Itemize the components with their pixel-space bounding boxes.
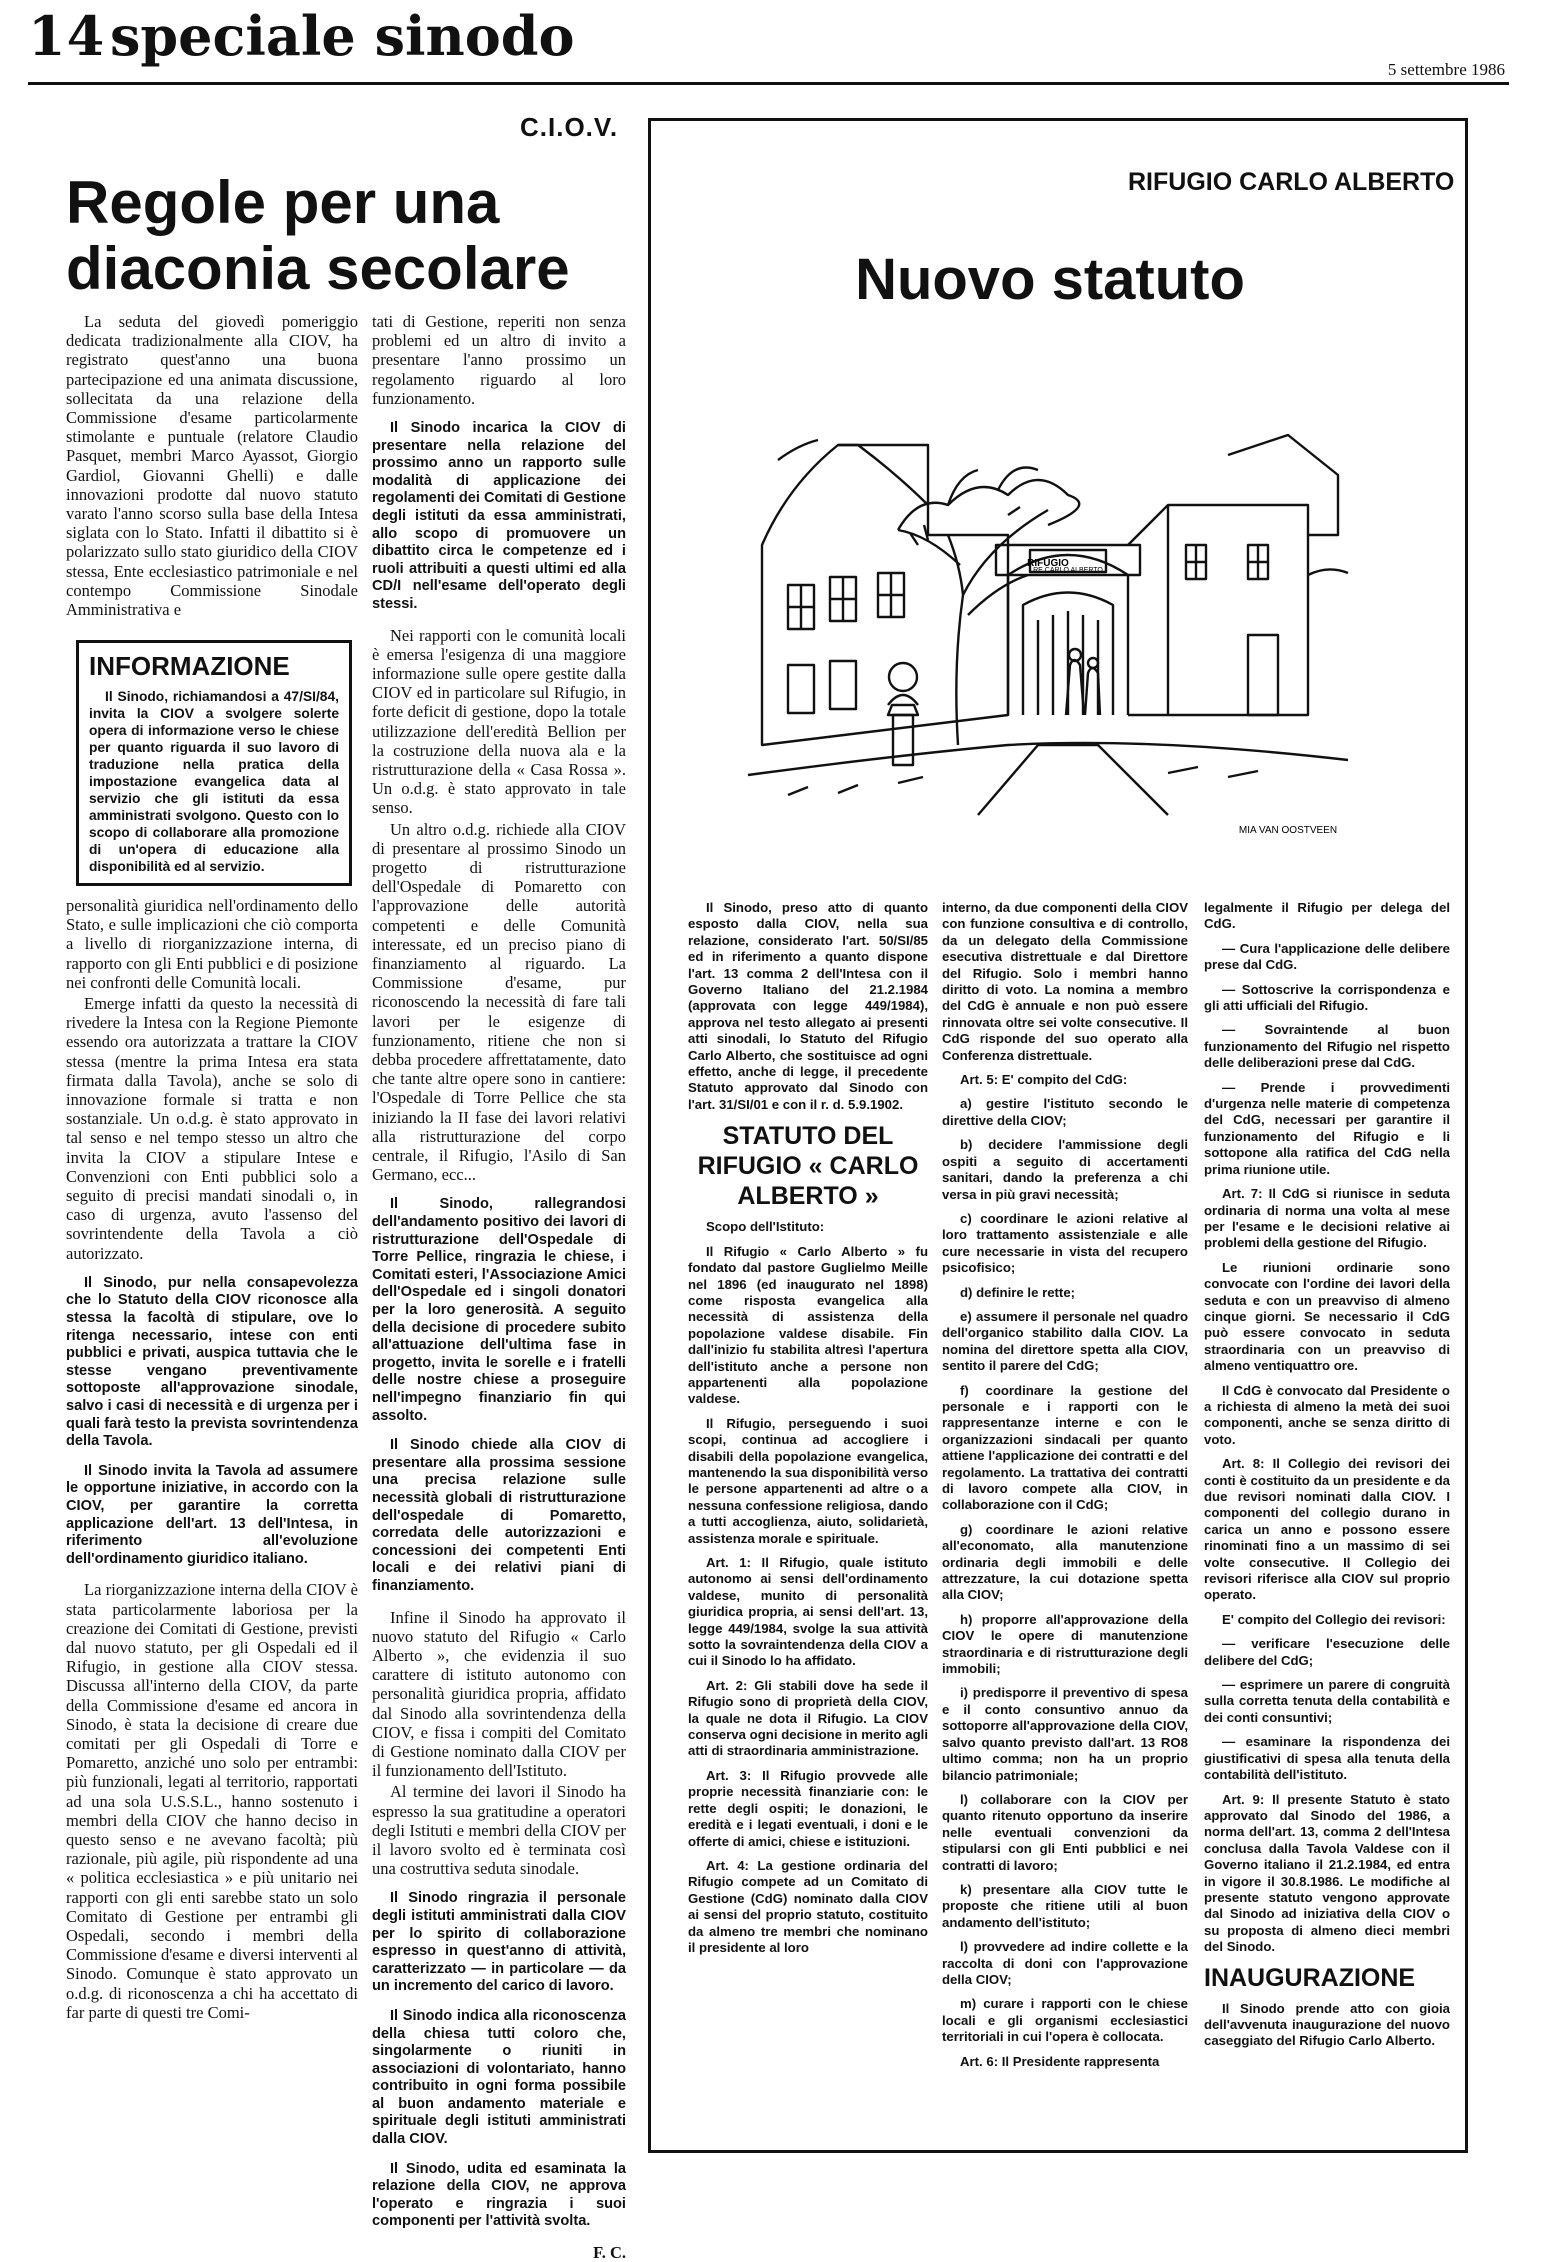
left-column-2 bbox=[372, 312, 626, 2262]
synod-resolution: Il Sinodo, pur nella consapevolezza che lo Statuto della CIOV riconosce alla stessa la facoltà di stipulare, ove lo ritenga necessario, intese con enti pubblici e privati, auspica tuttavia che le stesse vengano preventivamente sottoposte all'approvazione sinodale, salvo i casi di necessità e di urgenza per i quali farà testo la prevista sovrintendenza della Tavola. bbox=[66, 1274, 358, 1450]
left-headline: Regole per una diaconia secolare bbox=[66, 169, 570, 302]
article-paragraph: Infine il Sinodo ha approvato il nuovo statuto del Rifugio « Carlo Alberto », che evidenzia il suo carattere di istituto autonomo con personalità giuridica propria, affidato dal Sinodo alla sovrintendenza della CIOV, e fissa i compiti del Comitato di Gestione nominato dalla CIOV per il funzionamento dell'Istituto. bbox=[372, 1607, 626, 1781]
statute-paragraph: E' compito del Collegio dei revisori: bbox=[1222, 1611, 1446, 1627]
right-column-2 bbox=[942, 900, 1188, 2150]
right-section-label: RIFUGIO CARLO ALBERTO bbox=[1128, 168, 1455, 196]
statute-paragraph: Scopo dell'Istituto: bbox=[706, 1219, 825, 1235]
statute-paragraph: i) predisporre il preventivo di spesa e il conto consuntivo annuo da sottoporre all'approvazione della CIOV, salvo quanto previsto dall'art. 13 RO8 ultimo comma; non ha un proprio bilancio patrimoniale; bbox=[942, 1685, 1188, 1783]
statuto-heading: STATUTO DEL RIFUGIO « CARLO ALBERTO » bbox=[697, 1122, 919, 1211]
article-paragraph: La seduta del giovedì pomeriggio dedicata tradizionalmente alla CIOV, ha registrato quest'anno una buona partecipazione ed una animata discussione, sollecitata da una relazione della Commissione d'esame particolarmente stimolante e puntuale (relatore Claudio Pasquet, membri Marco Ayassot, Giorgio Gardiol, Giovanni Ghelli) e dalle innovazioni prodotte dal nuovo statuto varato l'anno scorso sulla base della Intesa siglata con lo Stato. Infatti il dibattito si è polarizzato sullo stato giuridico della CIOV stessa, Ente ecclesiastico patrimoniale e nel contempo Commissione Sinodale Amministrativa e bbox=[66, 312, 358, 620]
synod-resolution: Il Sinodo indica alla riconoscenza della chiesa tutti coloro che, singolarmente o riuniti in associazioni di volontariato, hanno contribuito in ogni forma possibile al buon andamento materiale e spirituale degli istituti amministrati dalla CIOV. bbox=[372, 2007, 626, 2148]
statute-paragraph: Il Sinodo, preso atto di quanto esposto dalla CIOV, nella sua relazione, considerato l'art. 50/SI/85 ed in riferimento a quanto dispone l'art. 13 comma 2 dell'Intesa con il Governo Italiano del 21.2.1984 (approvata con legge 449/1984), approva nel testo allegato ai presenti atti sinodali, lo Statuto del Rifugio Carlo Alberto, che sostituisce ad ogni effetto, anche di legge, il precedente Statuto approvato dal Sinodo con l'art. 31/SI/01 e con il r. d. 5.9.1902. bbox=[688, 900, 928, 1112]
article-paragraph: La riorganizzazione interna della CIOV è stata particolarmente laboriosa per la creazione dei Comitati di Gestione, previsti dal nuovo statuto, per gli Ospedali ed il Rifugio, in gestione alla CIOV stessa. Discussa all'interno della CIOV, da parte della Commissione d'esame ed ancora in Sinodo, è stata la decisione di creare due comitati per gli Ospedali di Torre e Pomaretto, anziché uno solo per entrambi: più funzionali, legati al territorio, rapportati ad una sola U.S.S.L., hanno sostenuto i membri della CIOV che hanno deciso in questo senso e ne avevano facoltà; più razionale, più agile, più rispondente ad una « politica ecclesiastica » e più unitario nei rapporti con gli enti sarebbe stato un solo Comitato di Gestione per entrambi gli Ospedali, secondo i membri della Commissione d'esame e diversi interventi al Sinodo. Comunque è stato approvato un o.d.g. di riconoscenza a chi ha accettato di far parte di questi tre Comi- bbox=[66, 1580, 358, 2022]
statute-paragraph: m) curare i rapporti con le chiese locali e gli organismi ecclesiastici territoriali in cui l'opera è collocata. bbox=[942, 1996, 1188, 2045]
statute-paragraph: Le riunioni ordinarie sono convocate con l'ordine dei lavori della seduta e con un preavviso di almeno cinque giorni. Se necessario il CdG può essere convocato in seduta straordinaria con un preavviso di almeno ventiquattro ore. bbox=[1204, 1259, 1450, 1374]
inaugurazione-heading: INAUGURAZIONE bbox=[1204, 1963, 1416, 1992]
left-column-1-top bbox=[66, 312, 358, 634]
statute-paragraph: Il Sinodo prende atto con gioia dell'avvenuta inaugurazione del nuovo caseggiato del Rifugio Carlo Alberto. bbox=[1204, 2000, 1450, 2049]
statute-paragraph: Art. 1: Il Rifugio, quale istituto autonomo ai sensi dell'ordinamento valdese, munito di personalità giuridica propria, ai sensi dell'art. 13, legge 449/1984, svolge la sua attività sotto la sovraintendenza della CIOV a cui il Sinodo lo ha affidato. bbox=[688, 1555, 928, 1669]
illustration-sign-line-2: RE CARLO ALBERTO bbox=[1033, 567, 1103, 574]
statute-paragraph: g) coordinare le azioni relative all'economato, alla manutenzione ordinaria degli immobili e delle attrezzature, la cui dotazione spetta alla CIOV; bbox=[942, 1521, 1188, 1603]
right-column-3 bbox=[1204, 900, 1450, 2150]
statute-paragraph: Il Rifugio, perseguendo i suoi scopi, continua ad accogliere i disabili della popolazione evangelica, mantenendo la sua disponibilità verso le persone appartenenti ad altre o a nessuna confessione religiosa, dando a tutti accoglienza, aiuto, solidarietà, assistenza morale e spirituale. bbox=[688, 1415, 928, 1546]
statute-paragraph: h) proporre all'approvazione della CIOV le opere di manutenzione straordinaria e di ristrutturazione degli immobili; bbox=[942, 1611, 1188, 1677]
illustration-sign-line-1: RIFUGIO bbox=[1027, 558, 1069, 569]
statute-paragraph: — Sovraintende al buon funzionamento del Rifugio nel rispetto delle deliberazioni prese dal CdG. bbox=[1204, 1022, 1450, 1071]
statute-paragraph: f) coordinare la gestione del personale e i rapporti con le rappresentanze interne e con le organizzazioni sindacali per quanto attiene l'applicazione dei contratti e del regolamento. La trattativa dei contratti di lavoro compete alla CIOV, in collaborazione con il CdG; bbox=[942, 1382, 1188, 1513]
right-column-1 bbox=[688, 900, 928, 2150]
statute-paragraph: c) coordinare le azioni relative al loro trattamento assistenziale e alle cure necessarie in vista del recupero psicofisico; bbox=[942, 1210, 1188, 1276]
masthead-rule bbox=[28, 82, 1509, 85]
synod-resolution: Il Sinodo, rallegrandosi dell'andamento positivo dei lavori di ristrutturazione dell'Ospedale di Torre Pellice, ringrazia le chiese, i Comitati esteri, l'Associazione Amici dell'Ospedale ed i singoli donatori per la loro generosità. A seguito della decisione di procedere subito all'attuazione dell'ultima fase in progetto, invita le sorelle e i fratelli delle nostre chiese a proseguire nell'impegno finanziario fin qui assolto. bbox=[372, 1196, 626, 1424]
statute-paragraph: — Cura l'applicazione delle delibere prese dal CdG. bbox=[1204, 940, 1450, 973]
statute-paragraph: Art. 5: E' compito del CdG: bbox=[960, 1072, 1128, 1088]
page-section-title: speciale sinodo bbox=[110, 4, 575, 68]
statute-paragraph: — Prende i provvedimenti d'urgenza nelle materie di competenza del CdG, necessari per garantire il funzionamento del Rifugio e li sottopone alla ratifica del CdG nella prima riunione utile. bbox=[1204, 1079, 1450, 1177]
info-box-body: Il Sinodo, richiamandosi a 47/SI/84, invita la CIOV a svolgere solerte opera di informazione verso le chiese per quanto riguarda il suo lavoro di traduzione nella pratica della impostazione evangelica data al servizio che gli istituti da essa amministrati svolgono. Questo con lo scopo di collaborare alla promozione di un'opera di educazione alla disponibilità ed al servizio. bbox=[89, 689, 339, 874]
statute-paragraph: Art. 7: Il CdG si riunisce in seduta ordinaria di norma una volta al mese per l'esame e le decisioni relative ai problemi della gestione del Rifugio. bbox=[1204, 1186, 1450, 1251]
statute-paragraph: Art. 6: Il Presidente rappresenta bbox=[960, 2053, 1160, 2069]
right-headline: Nuovo statuto bbox=[855, 247, 1245, 312]
synod-resolution: Il Sinodo ringrazia il personale degli istituti amministrati dalla CIOV per lo spirito di collaborazione espresso in quest'anno di attività, caratterizzato — in particolare — da un incremento del carico di lavoro. bbox=[372, 1890, 626, 1995]
left-column-1-bottom bbox=[66, 896, 358, 2146]
page-number: 14 bbox=[28, 4, 106, 68]
statute-paragraph: Art. 3: Il Rifugio provvede alle proprie necessità finanziarie con: le rette degli ospiti; le donazioni, le eredità e i legati eventuali, i doni e le offerte di amici, chiese e istituzioni. bbox=[688, 1767, 928, 1849]
statute-paragraph: k) presentare alla CIOV tutte le proposte che ritiene utili al buon andamento dell'istituto; bbox=[942, 1881, 1188, 1930]
article-paragraph: Al termine dei lavori il Sinodo ha espresso la sua gratitudine a operatori degli Istituti e membri della CIOV per il lavoro svolto ed è terminata così una costruttiva seduta sinodale. bbox=[372, 1782, 626, 1879]
illustration-artist-signature: MIA VAN OOSTVEEN bbox=[1238, 825, 1338, 836]
statute-paragraph: a) gestire l'istituto secondo le direttive della CIOV; bbox=[942, 1096, 1188, 1128]
statute-paragraph: Il CdG è convocato dal Presidente o a richiesta di almeno la metà dei suoi componenti, anche se senza diritto di voto. bbox=[1204, 1382, 1450, 1447]
statute-paragraph: — esaminare la rispondenza dei giustificativi di spesa alla tenuta della contabilità dell'istituto. bbox=[1204, 1734, 1450, 1783]
statute-paragraph: — Sottoscrive la corrispondenza e gli atti ufficiali del Rifugio. bbox=[1204, 981, 1450, 1014]
statute-paragraph: interno, da due componenti della CIOV con funzione consultiva e di controllo, da un delegato della Commissione esecutiva distrettuale e dal Direttore del Rifugio. Solo i membri hanno diritto di voto. La nomina a membro del CdG è annuale e non può essere rinnovata oltre sei volte consecutive. Il CdG risponde del suo operato alla Conferenza distrettuale. bbox=[942, 900, 1188, 1063]
statute-paragraph: Art. 9: Il presente Statuto è stato approvato dal Sinodo del 1986, a norma dell'art. 13, comma 2 dell'Intesa conclusa dalla Tavola Valdese con il Governo italiano il 21.2.1984, ed entra in vigore il 30.8.1986. Le modifiche al presente statuto vengono approvate dal Sinodo ad iniziativa della CIOV o su proposta di almeno dieci membri del Sinodo. bbox=[1204, 1791, 1450, 1955]
rifugio-illustration bbox=[748, 415, 1348, 875]
statute-paragraph: Il Rifugio « Carlo Alberto » fu fondato dal pastore Guglielmo Meille nel 1896 (ed inaugurato nel 1898) come risposta evangelica alla necessità di assistenza della popolazione valdese disabile. Fin dall'inizio fu stabilita altresì l'apertura dell'istituto anche a persone non appartenenti alla popolazione valdese. bbox=[688, 1243, 928, 1407]
author-signature: F. C. bbox=[593, 2243, 626, 2262]
article-paragraph: Un altro o.d.g. richiede alla CIOV di presentare al prossimo Sinodo un progetto di ristrutturazione dell'Ospedale di Pomaretto con l'approvazione delle autorità competenti e delle Comunità interessate, ed un preciso piano di finanziamento al riguardo. La Commissione d'esame, pur riconoscendo la necessità di fare tali lavori per le esigenze di funzionamento, ritiene che non si debba procedere affrettatamente, dato che tante altre opere sono in cantiere: l'Ospedale di Torre Pellice che sta iniziando la II fase dei lavori relativi alla ristrutturazione del corpo centrale, il Rifugio, l'Asilo di San Germano, ecc... bbox=[372, 819, 626, 1185]
statute-paragraph: Art. 2: Gli stabili dove ha sede il Rifugio sono di proprietà della CIOV, la quale ne dota il Rifugio. La CIOV conserva ogni decisione in merito agli atti di straordinaria amministrazione. bbox=[688, 1677, 928, 1759]
statute-paragraph: legalmente il Rifugio per delega del CdG. bbox=[1204, 900, 1450, 932]
statute-paragraph: d) definire le rette; bbox=[960, 1284, 1076, 1300]
article-paragraph: personalità giuridica nell'ordinamento dello Stato, e sulle implicazioni che ciò comporta a livello di riorganizzazione interna, di rapporto con gli Enti pubblici e di posizione nei confronti delle Comunità locali. bbox=[66, 896, 358, 992]
statute-paragraph: Art. 8: Il Collegio dei revisori dei conti è costituito da un presidente e da due revisori nominati dalla CIOV. I componenti del collegio durano in carica un anno e possono essere rinominati fino a un massimo di sei volte consecutive. Il Collegio dei revisori riferisce alla CIOV sul proprio operato. bbox=[1204, 1456, 1450, 1603]
info-box bbox=[76, 640, 352, 886]
statute-paragraph: l) provvedere ad indire collette e la raccolta di doni con l'approvazione della CIOV; bbox=[942, 1939, 1188, 1987]
statute-paragraph: b) decidere l'ammissione degli ospiti a seguito di accertamenti sanitari, dando la preferenza a chi versa in più gravi necessità; bbox=[942, 1137, 1188, 1202]
statute-paragraph: — esprimere un parere di congruità sulla corretta tenuta della contabilità e dei conti consuntivi; bbox=[1204, 1677, 1450, 1725]
statute-paragraph: l) collaborare con la CIOV per quanto ritenuto opportuno da inserire nelle eventuali convenzioni da stipularsi con gli Enti pubblici e nei contratti di lavoro; bbox=[942, 1791, 1188, 1873]
article-paragraph: Nei rapporti con le comunità locali è emersa l'esigenza di una maggiore informazione sulle opere gestite dalla CIOV ed in particolare sul Rifugio, in forte deficit di gestione, dopo la totale utilizzazione dell'eredità Bellion per la costruzione della nuova ala e la ristrutturazione della « Casa Rossa ». Un o.d.g. è stato approvato in tale senso. bbox=[372, 625, 626, 818]
synod-resolution: Il Sinodo incarica la CIOV di presentare nella relazione del prossimo anno un rapporto sulle modalità di applicazione dei regolamenti dei Comitati di Gestione degli istituti da essa amministrati, allo scopo di promuovere un dibattito circa le competenze ed i ruoli attribuiti a questi ultimi ed alla CD/I nell'esame dell'operato degli stessi. bbox=[372, 420, 626, 612]
synod-resolution: Il Sinodo invita la Tavola ad assumere le opportune iniziative, in accordo con la CIOV, per garantire la corretta applicazione dell'art. 13 dell'Intesa, in riferimento all'evoluzione dell'ordinamento giuridico italiano. bbox=[66, 1462, 358, 1567]
article-paragraph: Emerge infatti da questo la necessità di rivedere la Intesa con la Regione Piemonte essendo ora autorizzata a trattare la CIOV stessa (mentre la prima Intesa era stata firmata dalla Tavola), anche se solo di innovazione formale si tratta e non sostanziale. Un o.d.g. è stato approvato in tal senso e nel tempo stesso un altro che invita la CIOV a stipulare Intese e Convenzioni con Enti pubblici solo a seguito di precisi mandati sinodali o, in caso di urgenza, avuto l'assenso del sovrintendente della Tavola a ciò autorizzato. bbox=[66, 994, 358, 1263]
article-paragraph: tati di Gestione, reperiti non senza problemi ed un altro di invito a presentare l'anno prossimo un regolamento riguardo al loro funzionamento. bbox=[372, 312, 626, 408]
left-section-label: C.I.O.V. bbox=[520, 112, 619, 142]
statute-paragraph: Art. 4: La gestione ordinaria del Rifugio compete ad un Comitato di Gestione (CdG) nominato dalla CIOV ai sensi del proprio statuto, costituito da almeno tre membri che nominano il presidente al loro bbox=[688, 1857, 928, 1955]
statute-paragraph: — verificare l'esecuzione delle delibere del CdG; bbox=[1204, 1636, 1450, 1668]
synod-resolution: Il Sinodo, udita ed esaminata la relazione della CIOV, ne approva l'operato e ringrazia i suoi componenti per l'attività svolta. bbox=[372, 2160, 626, 2230]
synod-resolution: Il Sinodo chiede alla CIOV di presentare alla prossima sessione una precisa relazione sulle necessità globali di ristrutturazione dell'ospedale di Pomaretto, corredata delle autorizzazioni e concessioni dei competenti Enti locali e dei relativi piani di finanziamento. bbox=[372, 1437, 626, 1594]
statute-paragraph: e) assumere il personale nel quadro dell'organico stabilito dalla CIOV. La nomina del direttore spetta alla CIOV, sentito il parere del CdG; bbox=[942, 1308, 1188, 1374]
issue-date: 5 settembre 1986 bbox=[1387, 60, 1505, 79]
info-box-title: INFORMAZIONE bbox=[89, 651, 290, 681]
